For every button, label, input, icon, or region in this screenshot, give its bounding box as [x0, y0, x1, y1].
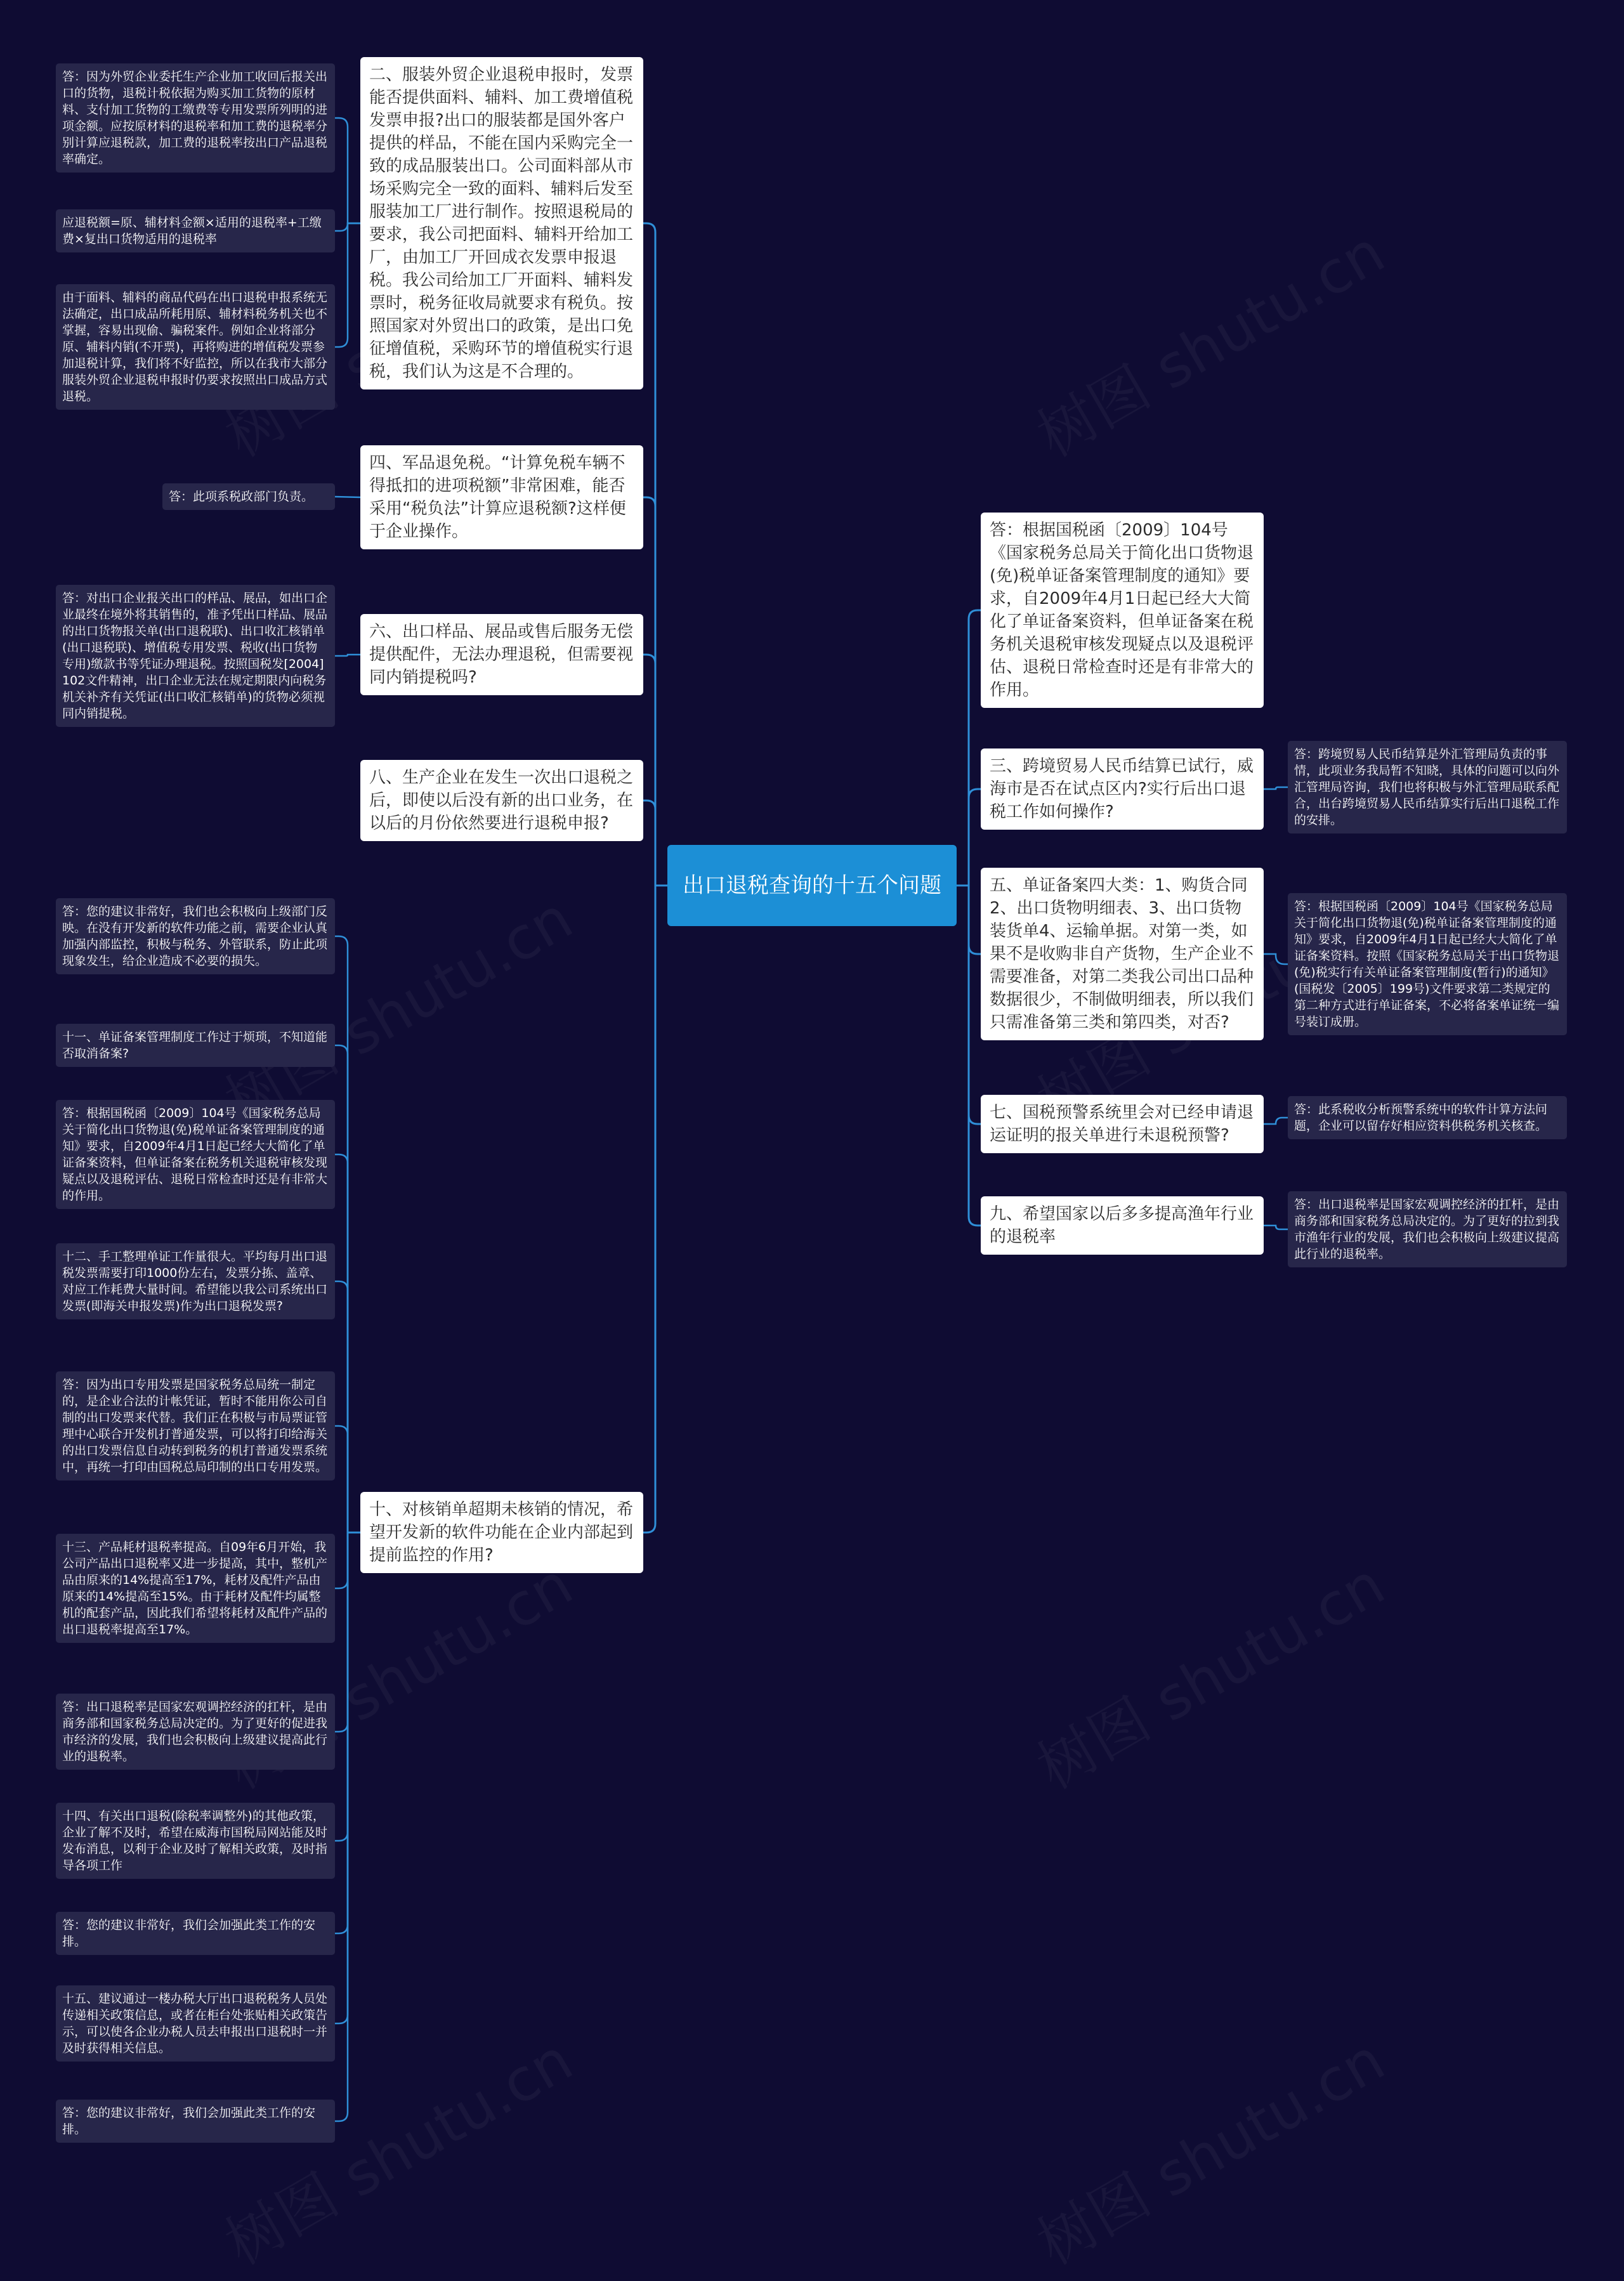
connector-line	[643, 886, 667, 1533]
answer-node[interactable]: 答：根据国税函〔2009〕104号《国家税务总局关于简化出口货物退(免)税单证备案管理制度的通知》要求，自2009年4月1日起已经大大简化了单证备案资料，但单证备案在税务机关退税审核发现疑点以及退税评估、退税日常检查时还是有非常大的作用。	[56, 1100, 335, 1209]
connector-line	[1264, 787, 1288, 789]
answer-node[interactable]: 十五、建议通过一楼办税大厅出口退税税务人员处传递相关政策信息，或者在柜台处张贴相关政策告示，可以使各企业办税人员去申报出口退税时一并及时获得相关信息。	[56, 1985, 335, 2062]
connector-line	[957, 886, 981, 1225]
answer-node[interactable]: 答：因为外贸企业委托生产企业加工收回后报关出口的货物，退税计税依据为购买加工货物的原材料、支付加工货物的工缴费等专用发票所列明的进项金额。应按原材料的退税率和加工费的退税率分别计算应退税款，加工费的退税率按出口产品退税率确定。	[56, 63, 335, 173]
answer-node[interactable]: 答：您的建议非常好，我们会加强此类工作的安排。	[56, 2100, 335, 2143]
question-node[interactable]: 七、国税预警系统里会对已经申请退运证明的报关单进行未退税预警?	[981, 1095, 1264, 1153]
answer-node[interactable]: 答：出口退税率是国家宏观调控经济的扛杆，是由商务部和国家税务总局决定的。为了更好的促进我市经济的发展，我们也会积极向上级建议提高此行业的退税率。	[56, 1694, 335, 1770]
answer-node[interactable]: 十四、有关出口退税(除税率调整外)的其他政策，企业了解不及时，希望在威海市国税局网站能及时发布消息，以利于企业及时了解相关政策，及时指导各项工作	[56, 1803, 335, 1879]
connector-line	[1264, 1225, 1288, 1229]
answer-node[interactable]: 答：对出口企业报关出口的样品、展品，如出口企业最终在境外将其销售的，准予凭出口样品、展品的出口货物报关单(出口退税联)、出口收汇核销单(出口退税联)、增值税专用发票、税收(出口货物专用)缴款书等凭证办理退税。按照国税发[2004]102文件精神，出口企业无法在规定期限内向税务机关补齐有关凭证(出口收汇核销单)的货物必须视同内销提税。	[56, 585, 335, 727]
question-node[interactable]: 九、希望国家以后多多提高渔年行业的退税率	[981, 1196, 1264, 1255]
connector-line	[335, 655, 360, 656]
question-node[interactable]: 四、军品退免税。“计算免税车辆不得抵扣的进项税额”非常困难，能否采用“税负法”计算应退税额?这样便于企业操作。	[360, 445, 643, 549]
connector-line	[1264, 1118, 1288, 1124]
root-topic[interactable]: 出口退税查询的十五个问题	[667, 845, 957, 926]
answer-node[interactable]: 应退税额=原、辅材料金额×适用的退税率+工缴费×复出口货物适用的退税率	[56, 209, 335, 252]
question-node[interactable]: 答：根据国税函〔2009〕104号《国家税务总局关于简化出口货物退(免)税单证备案管理制度的通知》要求，自2009年4月1日起已经大大简化了单证备案资料，但单证备案在税务机关退税审核发现疑点以及退税评估、退税日常检查时还是有非常大的作用。	[981, 513, 1264, 708]
question-node[interactable]: 六、出口样品、展品或售后服务无偿提供配件，无法办理退税，但需要视同内销提税吗?	[360, 614, 643, 695]
answer-node[interactable]: 答：跨境贸易人民币结算是外汇管理局负责的事情，此项业务我局暂不知晓，具体的问题可以向外汇管理局咨询，我们也将积极与外汇管理局联系配合，出台跨境贸易人民币结算实行后出口退税工作的安排。	[1288, 741, 1567, 833]
answer-node[interactable]: 十一、单证备案管理制度工作过于烦琐，不知道能否取消备案?	[56, 1024, 335, 1067]
answer-node[interactable]: 答：您的建议非常好，我们也会积极向上级部门反映。在没有开发新的软件功能之前，需要企业认真加强内部监控，积极与税务、外管联系，防止此项现象发生，给企业造成不必要的损失。	[56, 898, 335, 974]
answer-node[interactable]: 答：出口退税率是国家宏观调控经济的扛杆，是由商务部和国家税务总局决定的。为了更好的拉到我市渔年行业的发展，我们也会积极向上级建议提高此行业的退税率。	[1288, 1191, 1567, 1267]
question-node[interactable]: 十、对核销单超期未核销的情况，希望开发新的软件功能在企业内部起到提前监控的作用?	[360, 1492, 643, 1573]
question-node[interactable]: 二、服装外贸企业退税申报时，发票能否提供面料、辅料、加工费增值税发票申报?出口的服装都是国外客户提供的样品，不能在国内采购完全一致的成品服装出口。公司面料部从市场采购完全一致的面料、辅料后发至服装加工厂进行制作。按照退税局的要求，我公司把面料、辅料开给加工厂，由加工厂开回成衣发票申报退税。我公司给加工厂开面料、辅料发票时，税务征收局就要求有税负。按照国家对外贸出口的政策，是出口免征增值税，采购环节的增值税实行退税，我们认为这是不合理的。	[360, 57, 643, 389]
connector-line	[335, 1426, 360, 1533]
answer-node[interactable]: 答：此项系税政部门负责。	[162, 483, 335, 510]
question-node[interactable]: 三、跨境贸易人民币结算已试行，威海市是否在试点区内?实行后出口退税工作如何操作?	[981, 748, 1264, 830]
connector-line	[335, 1533, 360, 2121]
connector-line	[957, 789, 981, 886]
answer-node[interactable]: 答：您的建议非常好，我们会加强此类工作的安排。	[56, 1912, 335, 1955]
answer-node[interactable]: 答：根据国税函〔2009〕104号《国家税务总局关于简化出口货物退(免)税单证备案管理制度的通知》要求，自2009年4月1日起已经大大简化了单证备案资料。按照《国家税务总局关于出口货物退(免)税实行有关单证备案管理制度(暂行)的通知》(国税发〔2005〕199号)文件要求第二类规定的第二种方式进行单证备案，不必将备案单证统一编号装订成册。	[1288, 893, 1567, 1035]
answer-node[interactable]: 十二、手工整理单证工作量很大。平均每月出口退税发票需要打印1000份左右，发票分拣、盖章、对应工作耗费大量时间。希望能以我公司系统出口发票(即海关申报发票)作为出口退税发票?	[56, 1243, 335, 1319]
question-node[interactable]: 八、生产企业在发生一次出口退税之后，即使以后没有新的出口业务，在以后的月份依然要进行退税申报?	[360, 760, 643, 841]
answer-node[interactable]: 由于面料、辅料的商品代码在出口退税申报系统无法确定，出口成品所耗用原、辅材料税务机关也不掌握，容易出现偷、骗税案件。例如企业将部分原、辅料内销(不开票)，再将购进的增值税发票参加退税计算，我们将不好监控，所以在我市大部分服装外贸企业退税申报时仍要求按照出口成品方式退税。	[56, 284, 335, 410]
question-node[interactable]: 五、单证备案四大类：1、购货合同2、出口货物明细表、3、出口货物装货单4、运输单据。对第一类，如果不是收购非自产货物，生产企业不需要准备，对第二类我公司出口品种数据很少，不制做明细表，所以我们只需准备第三类和第四类，对否?	[981, 868, 1264, 1040]
answer-node[interactable]: 十三、产品耗材退税率提高。自09年6月开始，我公司产品出口退税率又进一步提高，其中，整机产品由原来的14%提高至17%，耗材及配件产品由原来的14%提高至15%。由于耗材及配件均属整机的配套产品，因此我们希望将耗材及配件产品的出口退税率提高至17%。	[56, 1534, 335, 1643]
connector-line	[643, 801, 667, 886]
connector-line	[335, 118, 360, 223]
answer-node[interactable]: 答：此系税收分析预警系统中的软件计算方法问题，企业可以留存好相应资料供税务机关核查。	[1288, 1096, 1567, 1139]
answer-node[interactable]: 答：因为出口专用发票是国家税务总局统一制定的，是企业合法的计帐凭证，暂时不能用你公司自制的出口发票来代替。我们正在积极与市局票证管理中心联合开发机打普通发票，可以将打印给海关的出口发票信息自动转到税务的机打普通发票系统中，再统一打印由国税总局印制的出口专用发票。	[56, 1371, 335, 1480]
